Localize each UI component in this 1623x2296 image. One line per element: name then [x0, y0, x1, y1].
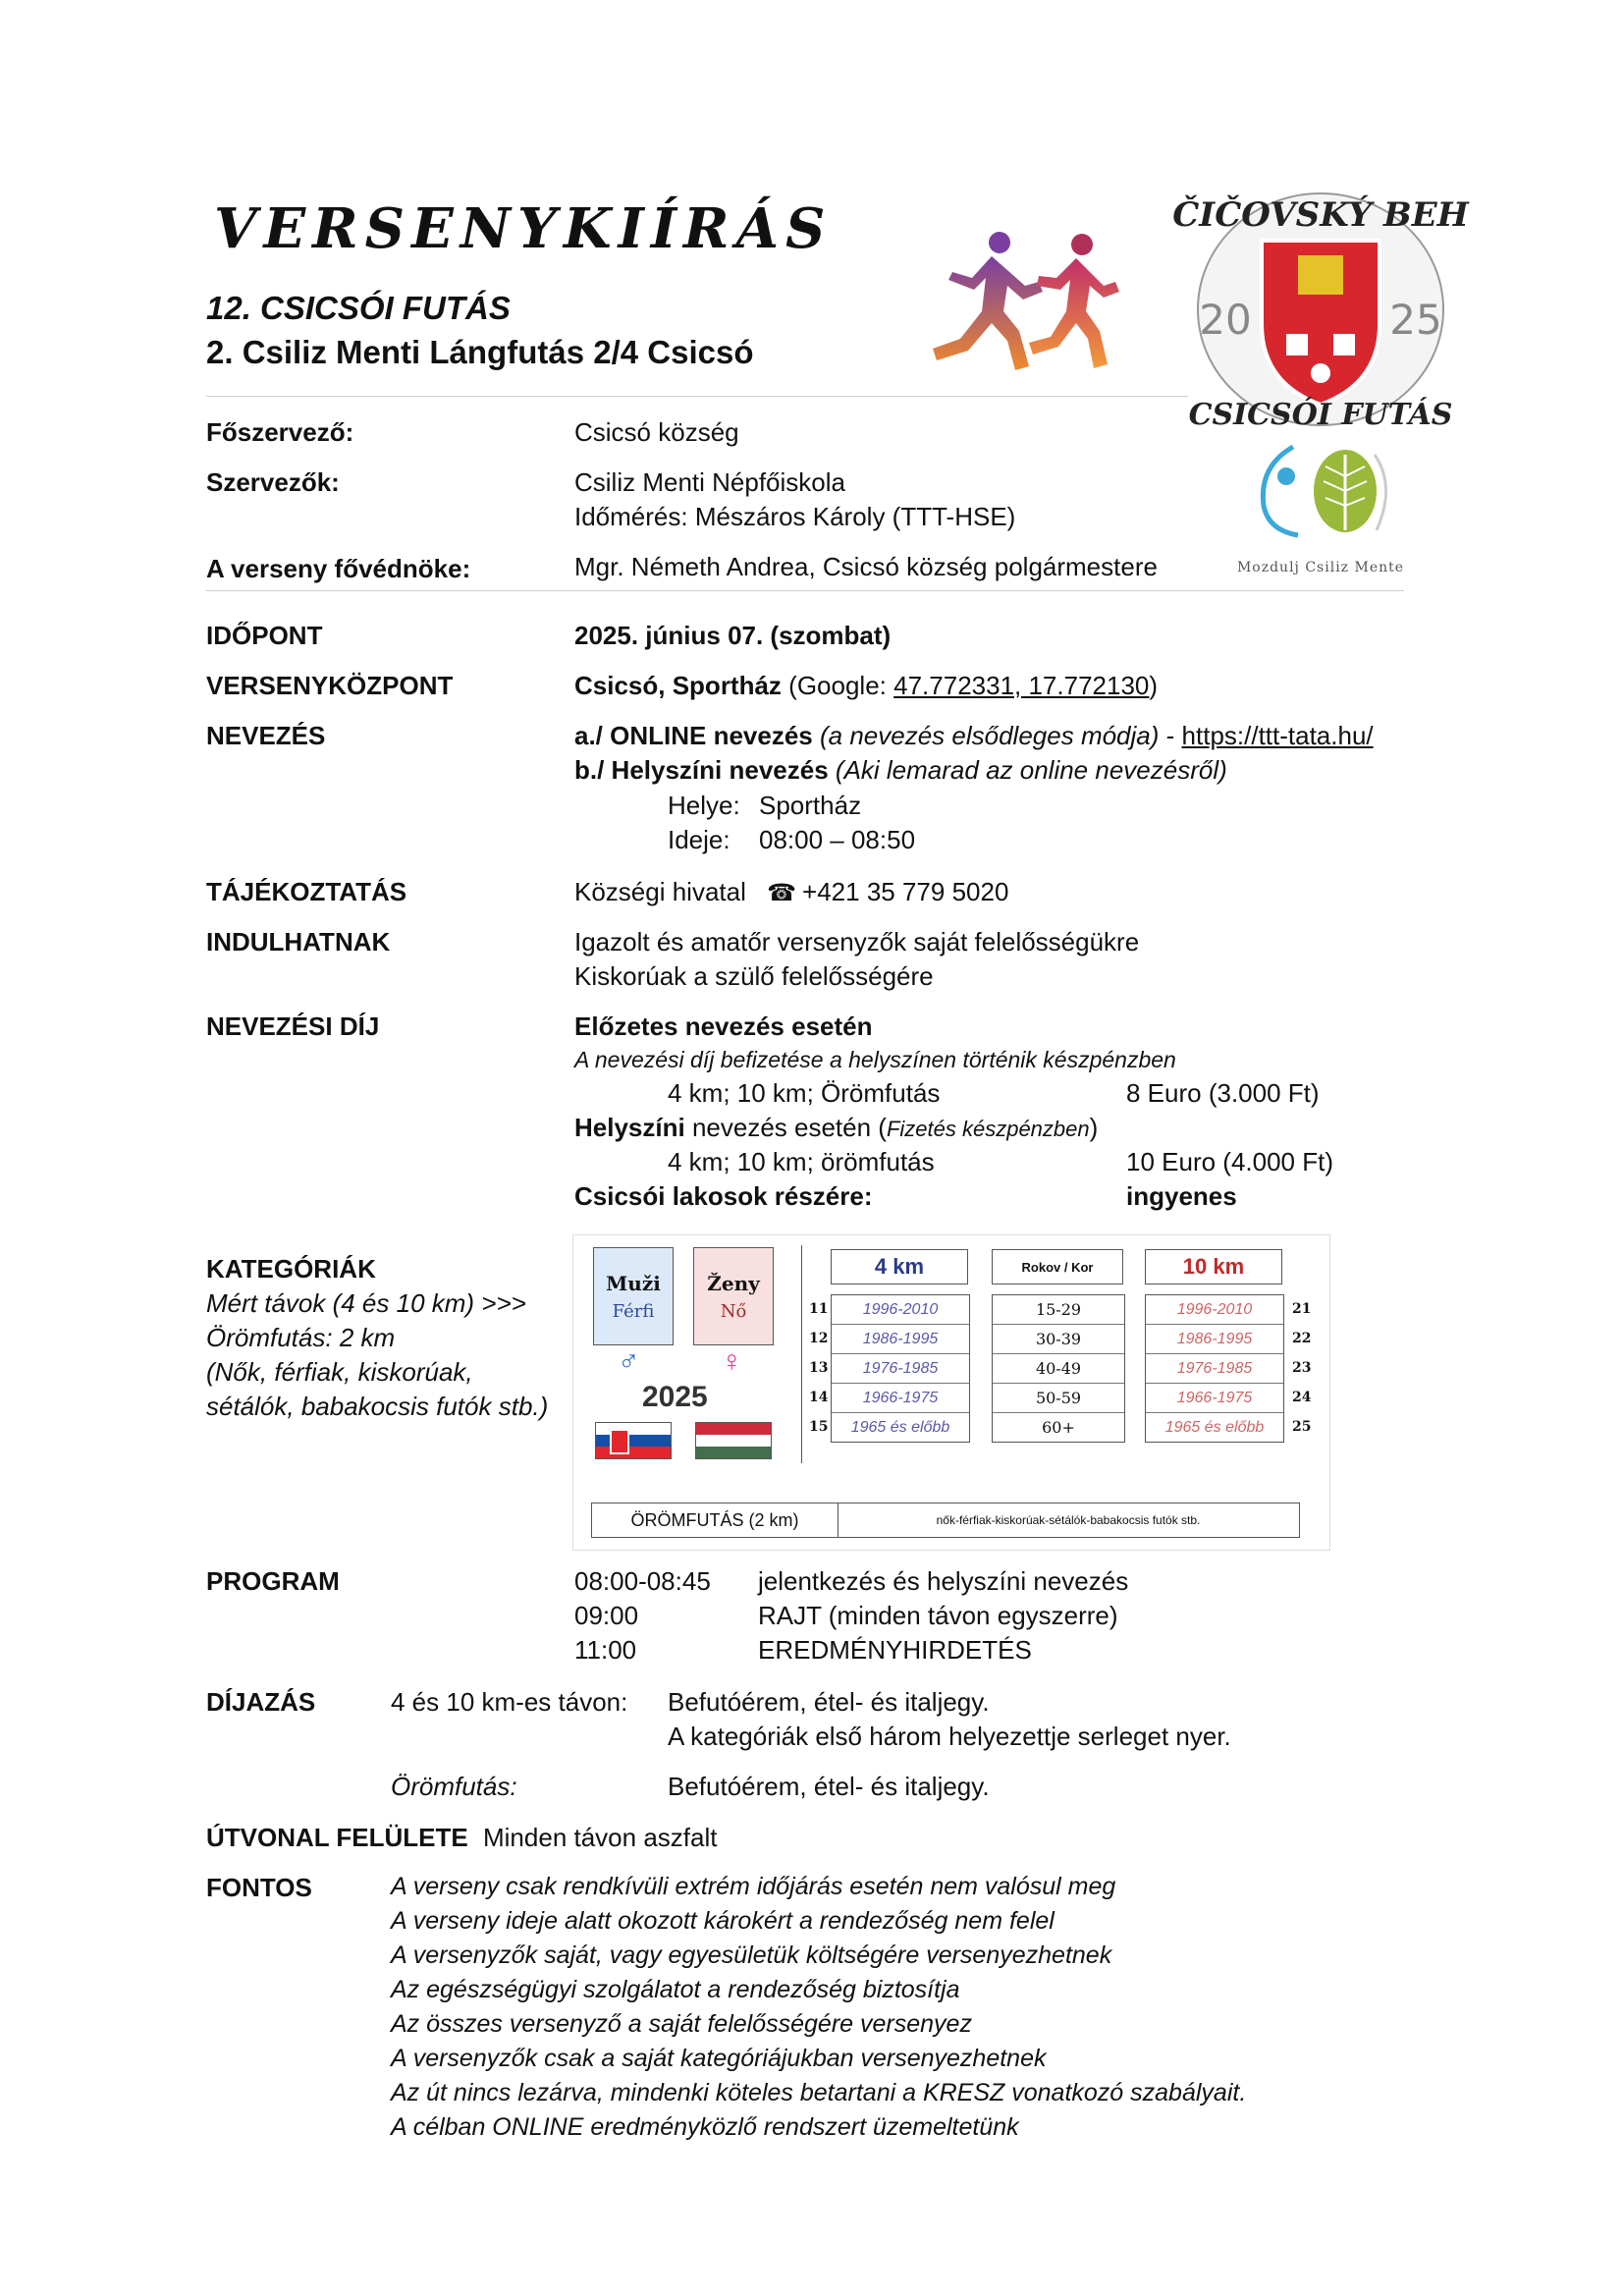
age-range: 15-29: [993, 1295, 1124, 1325]
hungarian-flag-icon: [695, 1422, 772, 1459]
eligible-line2: Kiskorúak a szülő felelősségére: [574, 961, 934, 991]
year-range: 1965 és előbb: [1164, 1419, 1265, 1436]
male-hu: Férfi: [612, 1300, 655, 1322]
important-line: Az összes versenyző a saját felelősségére versenyez: [391, 2010, 972, 2038]
fee-pre-title: Előzetes nevezés esetén: [574, 1011, 873, 1041]
race-center-value: [574, 671, 1158, 701]
info-value: [574, 877, 1008, 907]
cat-number: 11: [809, 1301, 829, 1317]
important-line: Az út nincs lezárva, mindenki köteles betartani a KRESZ vonatkozó szabályait.: [391, 2079, 1247, 2106]
year-range: 1986-1995: [832, 1325, 969, 1354]
year-range: 1976-1985: [1146, 1354, 1283, 1384]
row-numbers-10km: [1292, 1294, 1311, 1442]
online-registration-title: a./ ONLINE nevezés: [574, 721, 813, 750]
partner-caption: Mozdulj Csiliz Mente: [1236, 560, 1405, 575]
important-label: FONTOS: [206, 1873, 312, 1902]
cat-number: 25: [1292, 1419, 1312, 1435]
age-ranges: [992, 1294, 1125, 1443]
onsite-registration-title: b./ Helyszíni nevezés: [574, 755, 829, 785]
important-line: A versenyzők saját, vagy egyesületük költségére versenyezhetnek: [391, 1941, 1112, 1969]
registration-link[interactable]: https://ttt-tata.hu/: [1181, 721, 1374, 750]
years-10km: [1145, 1294, 1284, 1443]
important-line: A verseny csak rendkívüli extrém időjárás esetén nem valósul meg: [391, 1873, 1116, 1900]
eligible-label: INDULHATNAK: [206, 927, 391, 957]
onsite-registration: [574, 755, 1227, 786]
cat-number: 14: [809, 1390, 829, 1405]
fee-onsite-price: 10 Euro (4.000 Ft): [1126, 1147, 1333, 1176]
badge-year-left: 20: [1199, 296, 1252, 344]
age-range: 30-39: [993, 1325, 1124, 1354]
onsite-time-label: Ideje:: [668, 825, 730, 854]
slovak-flag-icon: [595, 1422, 672, 1459]
age-range: 60+: [1042, 1418, 1075, 1437]
year-range: 1965 és előbb: [850, 1419, 950, 1436]
onsite-place-label: Helye:: [668, 791, 740, 820]
divider: [206, 396, 1188, 397]
surface-label: ÚTVONAL FELÜLETE: [206, 1823, 468, 1852]
google-suffix: ): [1149, 671, 1159, 700]
partner-logo: [1239, 437, 1406, 555]
info-office: Községi hivatal: [574, 877, 746, 906]
date-label: IDŐPONT: [206, 621, 323, 650]
onsite-place-value: Sportház: [759, 791, 862, 820]
eligible-line1: Igazolt és amatőr versenyzők saját felelősségükre: [574, 927, 1140, 957]
male-box: [593, 1247, 674, 1345]
organizer-label: Főszervező:: [206, 417, 354, 447]
fee-pre-price: 8 Euro (3.000 Ft): [1126, 1078, 1320, 1108]
google-prefix: (Google:: [788, 671, 894, 700]
year-range: 1996-2010: [832, 1295, 969, 1325]
header-age: Rokov / Kor: [992, 1249, 1123, 1285]
document-title: VERSENYKIÍRÁS: [214, 196, 833, 261]
program-desc: RAJT (minden távon egyszerre): [758, 1601, 1118, 1630]
category-table: [572, 1234, 1330, 1551]
important-line: A verseny ideje alatt okozott károkért a rendezőség nem felel: [391, 1907, 1055, 1935]
header-4km: 4 km: [831, 1249, 968, 1285]
coords-link[interactable]: 47.772331, 17.772130: [893, 671, 1150, 700]
cat-number: 24: [1292, 1390, 1312, 1405]
fun-run-label: ÖRÖMFUTÁS (2 km): [592, 1503, 839, 1537]
awards-main-label: 4 és 10 km-es távon:: [391, 1687, 628, 1717]
info-label: TÁJÉKOZTATÁS: [206, 877, 407, 906]
categories-line: Mért távok (4 és 10 km) >>>: [206, 1288, 526, 1318]
fee-onsite-bold: Helyszíni: [574, 1113, 685, 1142]
organizers-label: Szervezők:: [206, 467, 340, 497]
phone-icon: ☎: [767, 880, 797, 906]
patron-label: A verseny fővédnöke:: [206, 554, 471, 583]
badge-top-text: ČIČOVSKÝ BEH: [1172, 195, 1469, 235]
table-separator: [801, 1245, 802, 1463]
awards-main-line1: Befutóérem, étel- és italjegy.: [668, 1687, 990, 1717]
age-range: 50-59: [993, 1384, 1124, 1413]
fee-pre-distances: 4 km; 10 km; Örömfutás: [668, 1078, 941, 1108]
fee-onsite-close: ): [1089, 1113, 1099, 1142]
patron-value: Mgr. Németh Andrea, Csicsó község polgármestere: [574, 552, 1158, 581]
important-line: A célban ONLINE eredményközlő rendszert üzemeltetünk: [391, 2113, 1019, 2141]
badge-bottom-text: CSICSÓI FUTÁS: [1188, 398, 1453, 432]
fee-onsite-distances: 4 km; 10 km; örömfutás: [668, 1147, 935, 1176]
categories-line: (Nők, férfiak, kiskorúak,: [206, 1357, 473, 1387]
program-desc: EREDMÉNYHIRDETÉS: [758, 1635, 1032, 1665]
cat-number: 15: [809, 1419, 829, 1435]
organizers-value: Csiliz Menti Népfőiskola: [574, 467, 845, 497]
female-hu: Nő: [720, 1300, 747, 1322]
fee-label: NEVEZÉSI DÍJ: [206, 1011, 380, 1041]
fee-onsite-title: [574, 1113, 1098, 1143]
fee-local-label: Csicsói lakosok részére:: [574, 1181, 873, 1211]
cat-number: 13: [809, 1360, 829, 1376]
female-sk: Ženy: [707, 1271, 760, 1295]
year-range: 1996-2010: [1146, 1295, 1283, 1325]
program-time: 08:00-08:45: [574, 1566, 711, 1596]
year-range: 1976-1985: [832, 1354, 969, 1384]
program-label: PROGRAM: [206, 1566, 340, 1596]
surface-value: Minden távon aszfalt: [483, 1823, 718, 1852]
categories-label: KATEGÓRIÁK: [206, 1254, 376, 1284]
event-subtitle: 2. Csiliz Menti Lángfutás 2/4 Csicsó: [206, 334, 754, 370]
onsite-registration-note: (Aki lemarad az online nevezésről): [835, 755, 1227, 785]
cat-number: 12: [809, 1331, 829, 1346]
fee-onsite-rest: nevezés esetén (: [684, 1113, 887, 1142]
age-range: 40-49: [993, 1354, 1124, 1384]
year-range: 1966-1975: [832, 1384, 969, 1413]
divider: [206, 590, 1404, 591]
row-numbers-4km: [809, 1294, 828, 1442]
fee-pre-note: A nevezési díj befizetése a helyszínen történik készpénzben: [574, 1047, 1176, 1072]
online-registration-note: (a nevezés elsődleges módja): [820, 721, 1160, 750]
program-time: 09:00: [574, 1601, 639, 1630]
race-center-label: VERSENYKÖZPONT: [206, 671, 454, 700]
table-year: 2025: [642, 1381, 708, 1413]
race-center-place: Csicsó, Sportház: [574, 671, 782, 700]
male-sk: Muži: [606, 1271, 661, 1295]
awards-main-line2: A kategóriák első három helyezettje serleget nyer.: [668, 1722, 1231, 1751]
registration-label: NEVEZÉS: [206, 721, 326, 750]
program-time: 11:00: [574, 1635, 637, 1665]
awards-fun-label: Örömfutás:: [391, 1772, 517, 1801]
online-registration-sep: -: [1159, 721, 1182, 750]
runners-icon: [913, 221, 1129, 378]
phone-number: +421 35 779 5020: [802, 877, 1009, 906]
important-line: A versenyzők csak a saját kategóriájukban versenyezhetnek: [391, 2045, 1047, 2072]
cat-number: 23: [1292, 1360, 1312, 1376]
years-4km: [831, 1294, 970, 1443]
female-symbol-icon: ♀: [721, 1345, 743, 1378]
year-range: 1986-1995: [1146, 1325, 1283, 1354]
important-line: Az egészségügyi szolgálatot a rendezőség biztosítja: [391, 1976, 960, 2003]
fee-local-price: ingyenes: [1126, 1181, 1237, 1211]
organizer-value: Csicsó község: [574, 417, 739, 447]
timing-value: Időmérés: Mészáros Károly (TTT-HSE): [574, 502, 1016, 531]
online-registration: [574, 721, 1374, 751]
categories-line: Örömfutás: 2 km: [206, 1323, 396, 1352]
fun-run-row: [591, 1503, 1300, 1538]
onsite-time-value: 08:00 – 08:50: [759, 825, 916, 854]
event-badge-logo: [1172, 187, 1469, 432]
male-symbol-icon: ♂: [618, 1345, 640, 1378]
categories-line: sétálók, babakocsis futók stb.): [206, 1392, 549, 1421]
header-10km: 10 km: [1145, 1249, 1282, 1285]
year-range: 1966-1975: [1146, 1384, 1283, 1413]
badge-year-right: 25: [1389, 296, 1442, 344]
female-box: [693, 1247, 774, 1345]
awards-fun-value: Befutóérem, étel- és italjegy.: [668, 1772, 990, 1801]
cat-number: 21: [1292, 1301, 1312, 1317]
cat-number: 22: [1292, 1331, 1312, 1346]
fee-onsite-note: Fizetés készpénzben: [886, 1117, 1090, 1141]
event-name: 12. CSICSÓI FUTÁS: [206, 290, 511, 326]
program-desc: jelentkezés és helyszíni nevezés: [758, 1566, 1129, 1596]
awards-label: DÍJAZÁS: [206, 1687, 316, 1717]
fun-run-desc: nők-férfiak-kiskorúak-sétálók-babakocsis futók stb.: [936, 1513, 1201, 1527]
date-value: 2025. június 07. (szombat): [574, 621, 892, 650]
